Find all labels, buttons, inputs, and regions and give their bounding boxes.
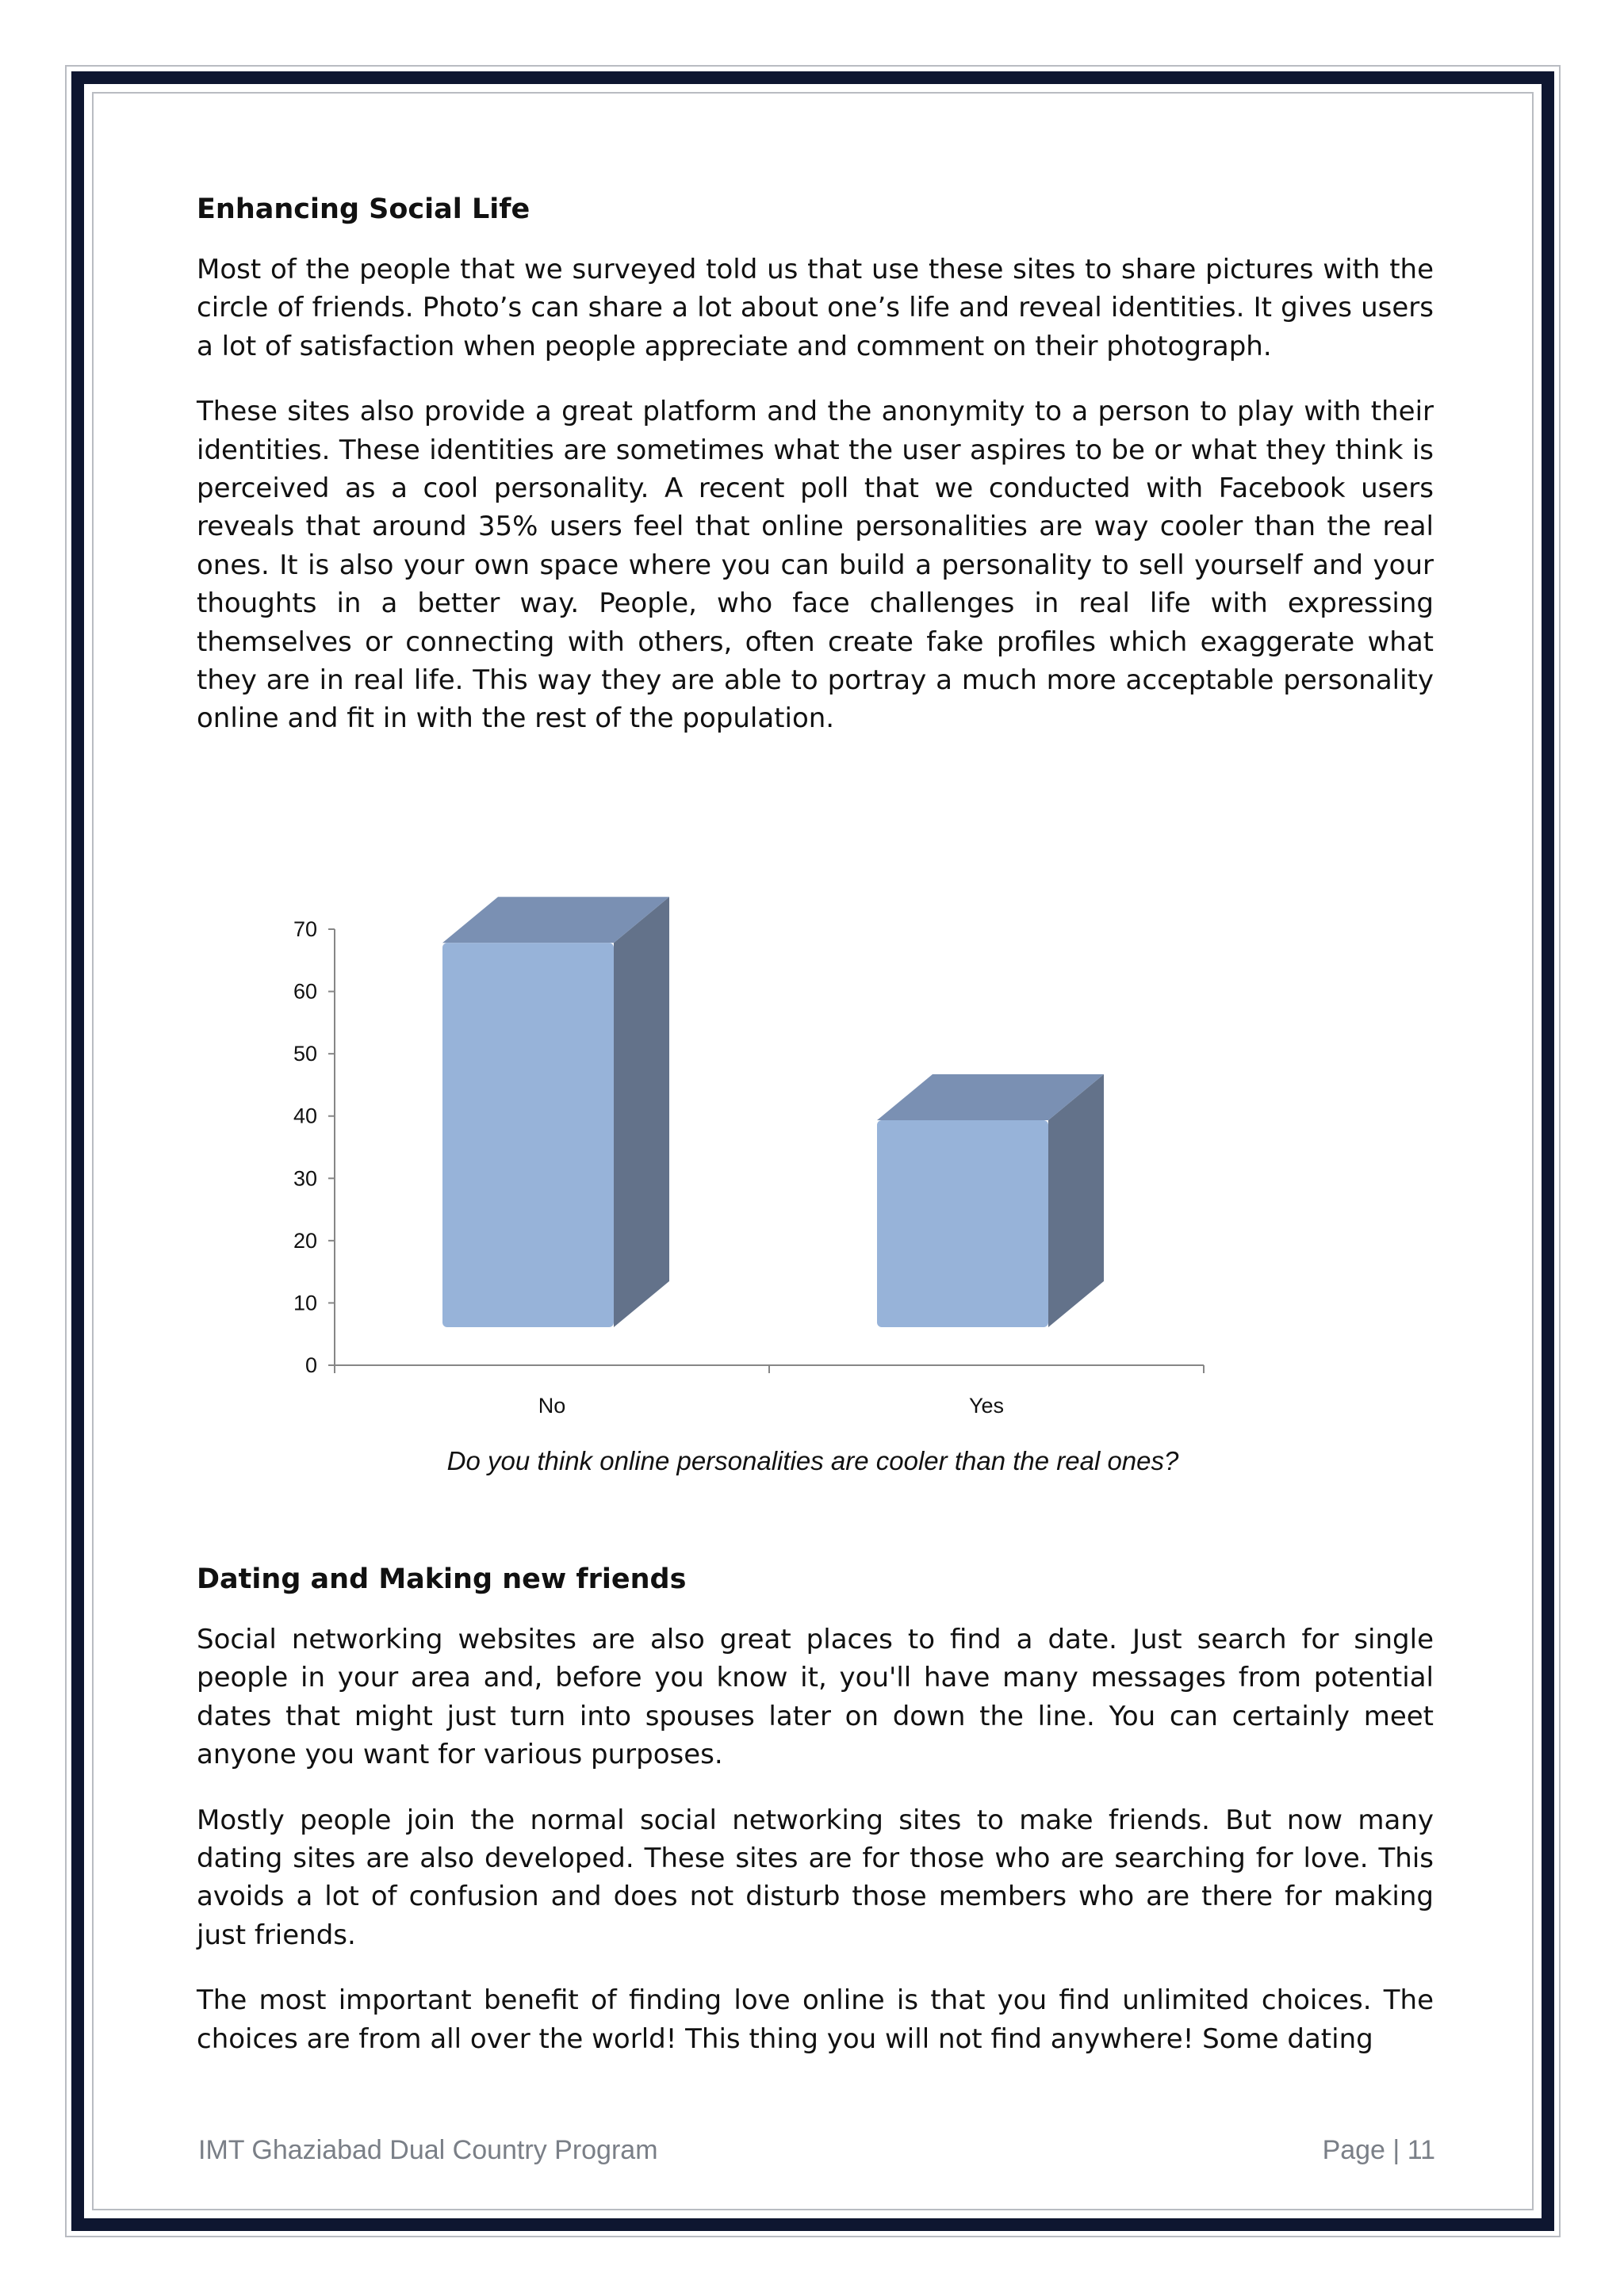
chart-canvas bbox=[262, 856, 1293, 1490]
footer-program-name: IMT Ghaziabad Dual Country Program bbox=[198, 2135, 658, 2165]
bar-side-face bbox=[614, 897, 669, 1327]
x-tick-label: No bbox=[538, 1394, 566, 1418]
section-enhancing-social-life bbox=[197, 190, 1434, 765]
bar-front-face bbox=[442, 943, 614, 1327]
paragraph: Social networking websites are also great places to find a date. Just search for single people in your area and, before you know it, you'll have many messages from potential dates that might just turn into spouses later on down the line. You can certainly meet anyone you want for various purposes. bbox=[197, 1624, 1434, 1771]
paragraph: These sites also provide a great platform and the anonymity to a person to play with their identities. These identities are sometimes what the user aspires to be or what they think is perceived as a cool personality. A recent poll that we conducted with Facebook users reveals that around 35% users feel that online personalities are way cooler than the real ones. It is also your own space where you can build a personality to sell yourself and your thoughts in a better way. People, who face challenges in real life with expressing themselves or connecting with others, often create fake profiles which exaggerate what they are in real life. This way they are able to portray a much more acceptable personality online and fit in with the rest of the population. bbox=[197, 396, 1434, 735]
paragraph: Mostly people join the normal social networking sites to make friends. But now many dating sites are also developed. These sites are for those who are searching for love. This avoids a lot of confusion and does not disturb those members who are there for making just friends. bbox=[197, 1804, 1434, 1951]
y-tick-label: 10 bbox=[293, 1291, 317, 1315]
section-heading: Dating and Making new friends bbox=[197, 1563, 687, 1595]
y-tick-label: 70 bbox=[293, 917, 317, 941]
bar-chart bbox=[262, 856, 1293, 1490]
x-tick-label: Yes bbox=[968, 1394, 1005, 1418]
y-tick-label: 40 bbox=[293, 1104, 317, 1128]
footer-page-number: Page | 11 bbox=[1322, 2135, 1435, 2165]
y-tick-label: 30 bbox=[293, 1166, 317, 1191]
y-tick-label: 60 bbox=[293, 979, 317, 1004]
y-tick-label: 0 bbox=[304, 1353, 317, 1377]
chart-caption: Do you think online personalities are cooler than the real ones? bbox=[446, 1446, 1179, 1475]
paragraph: Most of the people that we surveyed told us that use these sites to share pictures with the circle of friends. Photo’s can share a lot about one’s life and reveal identities. It gives users a lot of satisfaction when people appreciate and comment on their photograph. bbox=[197, 254, 1434, 362]
paragraph: The most important benefit of finding love online is that you find unlimited choices. The choices are from all over the world! This thing you will not find anywhere! Some dating bbox=[197, 1984, 1434, 2055]
section-dating bbox=[197, 1560, 1434, 2085]
bar-front-face bbox=[877, 1120, 1048, 1327]
section-heading: Enhancing Social Life bbox=[197, 193, 530, 225]
y-tick-label: 20 bbox=[293, 1228, 317, 1253]
y-tick-label: 50 bbox=[293, 1042, 317, 1066]
